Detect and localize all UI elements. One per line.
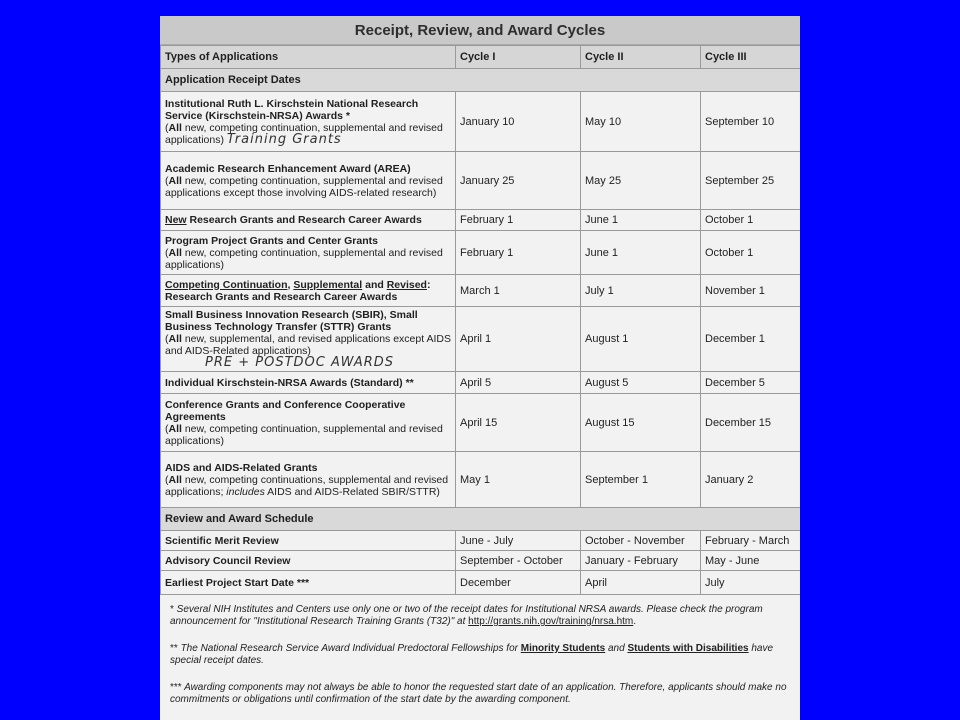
schedule-item: Scientific Merit Review — [161, 531, 456, 551]
cycle-2-date: July 1 — [581, 275, 701, 307]
application-type-note: new, competing continuation, supplemental and revised applications) — [165, 422, 443, 447]
cycle-3-date: December 5 — [701, 372, 801, 394]
cycle-3-date: September 25 — [701, 152, 801, 210]
cycle-2-date: August 1 — [581, 307, 701, 372]
note-italic: includes — [226, 485, 265, 498]
nrsa-link[interactable]: http://grants.nih.gov/training/nrsa.htm — [468, 616, 634, 627]
table-row — [161, 275, 801, 307]
cycle-3-date: September 10 — [701, 92, 801, 152]
cycle-1-date: May 1 — [456, 452, 581, 508]
cycle-1-date: April 15 — [456, 394, 581, 452]
section-receipt-label: Application Receipt Dates — [161, 69, 801, 92]
cycle-3-date: January 2 — [701, 452, 801, 508]
table-row — [161, 571, 801, 595]
footnote-text: The National Research Service Award Individual Predoctoral Fellowships for — [177, 643, 521, 654]
table-row — [161, 231, 801, 275]
footnote-marker: *** — [170, 682, 182, 693]
table-row — [161, 372, 801, 394]
application-type-title-underlined: New — [165, 214, 187, 226]
note-all: All — [168, 333, 182, 345]
footnote-end: . — [633, 616, 637, 627]
note-all: All — [168, 174, 182, 187]
title-separator: and — [362, 278, 387, 291]
footnotes — [160, 595, 800, 718]
application-type-cell: AIDS and AIDS-Related Grants (All new, competing continuations, supplemental and revised applications; includes AIDS and AIDS-Related SBIR/STTR) — [161, 452, 456, 508]
table-row — [161, 307, 801, 372]
application-type-title: Institutional Ruth L. Kirschstein National Research Service (Kirschstein-NRSA) Awards * — [165, 97, 419, 122]
table-row — [161, 394, 801, 452]
application-type-note-end: AIDS and AIDS-Related SBIR/STTR) — [264, 485, 440, 498]
cycle-2-date: June 1 — [581, 210, 701, 231]
cycle-3-date: November 1 — [701, 275, 801, 307]
cycle-1-date: January 10 — [456, 92, 581, 152]
cycle-3-period: February - March — [701, 531, 801, 551]
application-type-title: : Research Grants and Research Career Awards — [165, 278, 431, 303]
section-row-review — [161, 508, 801, 531]
document-page — [160, 16, 800, 720]
header-cycle-2: Cycle II — [581, 46, 701, 69]
application-type-title: AIDS and AIDS-Related Grants — [165, 461, 318, 474]
footnote-3 — [164, 679, 796, 718]
schedule-item: Earliest Project Start Date *** — [161, 571, 456, 595]
note-all: All — [168, 473, 182, 486]
table-row — [161, 152, 801, 210]
cycle-1-date: February 1 — [456, 210, 581, 231]
table-row — [161, 92, 801, 152]
cycle-1-date: January 25 — [456, 152, 581, 210]
handwritten-annotation: PRE + POSTDOC AWARDS — [205, 355, 395, 370]
application-type-note: new, competing continuation, supplemental and revised applications except those involving AIDS-related research) — [165, 174, 443, 199]
note-all: All — [168, 422, 182, 435]
students-disabilities-link[interactable]: Students with Disabilities — [627, 643, 749, 654]
application-type-cell: Conference Grants and Conference Cooperative Agreements (All new, competing continuation, supplemental and revised applications) — [161, 394, 456, 452]
cycle-2-date: May 10 — [581, 92, 701, 152]
table-header-row — [161, 46, 801, 69]
application-type-cell: Institutional Ruth L. Kirschstein National Research Service (Kirschstein-NRSA) Awards * (All new, competing continuation, supplemental and revised applications) Training Grants — [161, 92, 456, 152]
title-competing-continuation: Competing Continuation — [165, 278, 288, 291]
cycle-1-period: June - July — [456, 531, 581, 551]
cycle-2-date: August 5 — [581, 372, 701, 394]
cycle-2-date: June 1 — [581, 231, 701, 275]
application-type-note: new, competing continuation, supplemental and revised applications) — [165, 121, 443, 146]
title-revised: Revised — [386, 278, 427, 291]
header-cycle-1: Cycle I — [456, 46, 581, 69]
cycle-1-date: February 1 — [456, 231, 581, 275]
footnote-2 — [164, 640, 796, 679]
note-all: All — [168, 246, 182, 259]
cycle-1-period: December — [456, 571, 581, 595]
table-row — [161, 551, 801, 571]
cycles-table — [160, 45, 800, 595]
application-type-title: Research Grants and Research Career Awards — [186, 214, 422, 226]
application-type-title: Individual Kirschstein-NRSA Awards (Standard) ** — [165, 376, 414, 389]
cycle-3-date: December 15 — [701, 394, 801, 452]
application-type-cell: Small Business Innovation Research (SBIR), Small Business Technology Transfer (STTR) Grants (All new, supplemental, and revised applications except AIDS and AIDS-Related applications) PRE + POSTDOC AWARDS — [161, 307, 456, 372]
cycle-3-date: October 1 — [701, 231, 801, 275]
application-type-cell: Program Project Grants and Center Grants (All new, competing continuation, supplemental and revised applications) — [161, 231, 456, 275]
cycle-2-date: September 1 — [581, 452, 701, 508]
footnote-text-mid: and — [605, 643, 628, 654]
table-row — [161, 452, 801, 508]
schedule-item: Advisory Council Review — [161, 551, 456, 571]
cycle-2-period: January - February — [581, 551, 701, 571]
application-type-cell: Academic Research Enhancement Award (AREA) (All new, competing continuation, supplemental and revised applications except those involving AIDS-related research) — [161, 152, 456, 210]
footnote-text: Several NIH Institutes and Centers use only one or two of the receipt dates for Institutional NRSA awards. Please check the program announcement for "Institutional Research Training Grants (T32)" at — [170, 604, 763, 627]
cycle-1-date: April 5 — [456, 372, 581, 394]
application-type-title: Program Project Grants and Center Grants — [165, 234, 378, 247]
table-row — [161, 210, 801, 231]
cycle-3-date: December 1 — [701, 307, 801, 372]
header-types: Types of Applications — [161, 46, 456, 69]
cycle-3-period: July — [701, 571, 801, 595]
application-type-title: Small Business Innovation Research (SBIR), Small Business Technology Transfer (STTR) Grants — [165, 309, 418, 333]
cycle-2-date: August 15 — [581, 394, 701, 452]
application-type-note: new, competing continuations, supplemental and revised applications; — [165, 473, 449, 498]
application-type-note: new, competing continuation, supplemental and revised applications) — [165, 246, 443, 271]
cycle-2-date: May 25 — [581, 152, 701, 210]
title-supplemental: Supplemental — [293, 278, 363, 291]
application-type-cell — [161, 372, 456, 394]
application-type-cell — [161, 210, 456, 231]
application-type-note: new, supplemental, and revised applications except AIDS and AIDS-Related applications) — [165, 333, 451, 357]
page-title: Receipt, Review, and Award Cycles — [160, 16, 800, 45]
cycle-3-period: May - June — [701, 551, 801, 571]
table-row — [161, 531, 801, 551]
footnote-end: have special receipt dates. — [170, 643, 774, 666]
header-cycle-3: Cycle III — [701, 46, 801, 69]
cycle-1-period: September - October — [456, 551, 581, 571]
cycle-1-date: March 1 — [456, 275, 581, 307]
footnote-1 — [164, 601, 796, 640]
footnote-marker: ** — [170, 643, 178, 654]
cycle-3-date: October 1 — [701, 210, 801, 231]
footnote-text: Awarding components may not always be able to honor the requested start date of an application. Therefore, applicants should make no commitments or obligations until confirmation of the start date by the awarding component. — [170, 682, 787, 705]
title-separator: , — [287, 278, 294, 291]
section-row-receipt — [161, 69, 801, 92]
application-type-cell — [161, 275, 456, 307]
footnote-marker: * — [170, 604, 174, 615]
application-type-title: Academic Research Enhancement Award (AREA) — [165, 162, 411, 175]
cycle-2-period: October - November — [581, 531, 701, 551]
cycle-2-period: April — [581, 571, 701, 595]
minority-students-link[interactable]: Minority Students — [520, 643, 606, 654]
note-all: All — [168, 121, 182, 134]
section-review-label: Review and Award Schedule — [161, 508, 801, 531]
application-type-title: Conference Grants and Conference Cooperative Agreements — [165, 398, 406, 423]
cycle-1-date: April 1 — [456, 307, 581, 372]
handwritten-annotation: Training Grants — [226, 131, 342, 147]
